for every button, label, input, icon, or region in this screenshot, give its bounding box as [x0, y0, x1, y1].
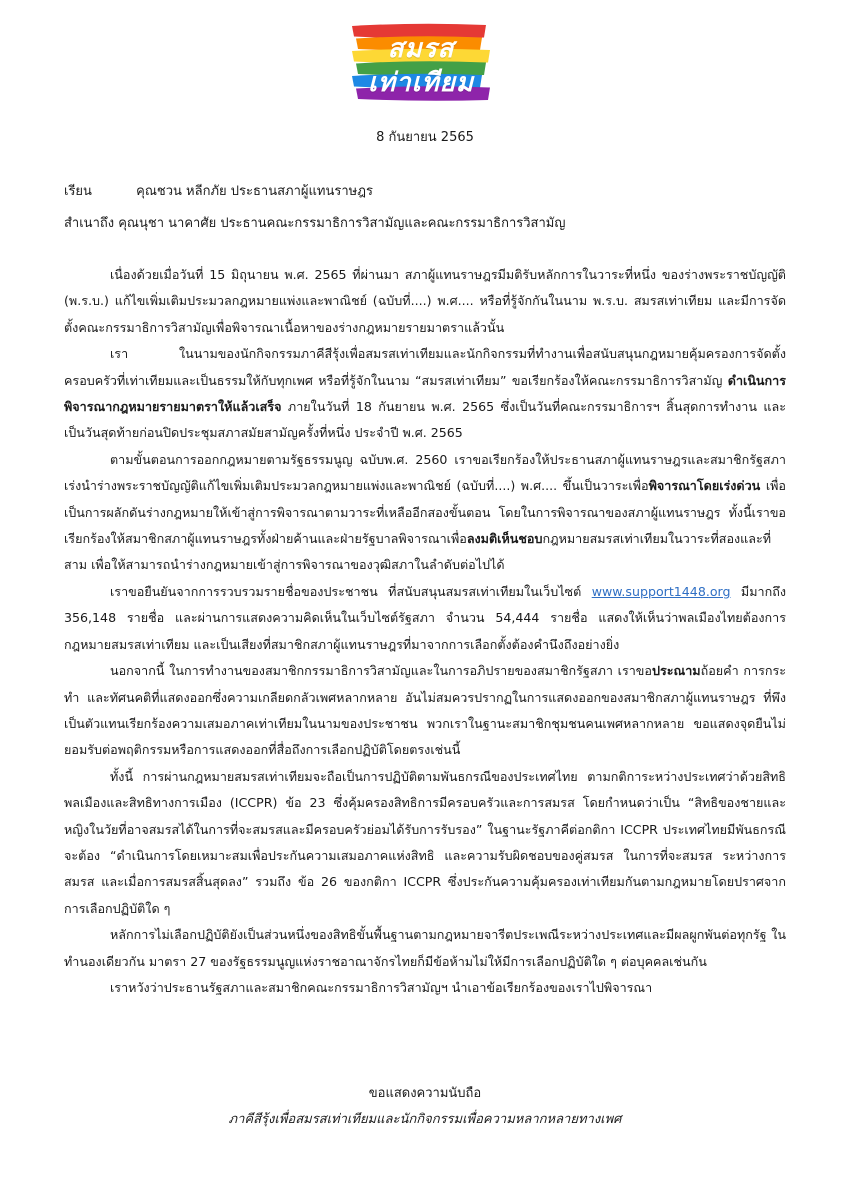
paragraph-4-text-a: เราขอยืนยันจากการรวบรวมรายชื่อของประชาชน ที่สนับสนุนสมรสเท่าเทียมในเว็บไซต์: [110, 583, 592, 599]
paragraph-3-text-e: กฎหมายสมรสเท่าเทียมในวาระที่สองและที่สาม เพื่อให้สามารถนำร่างกฎหมายเข้าสู่การพิจารณาของวุฒิสภาในลำดับต่อไปได้: [64, 531, 772, 573]
cc-line: [64, 212, 565, 233]
paragraph-5-bold: ประณาม: [651, 663, 701, 679]
paragraph-3-text-a: ตามขั้นตอนการออกกฎหมายตามรัฐธรรมนูญ ฉบับพ.ศ. 2560 เราขอเรียกร้องให้ประธานสภาผู้แทนราษฎรและสมาชิกรัฐสภา เร่งนำร่างพระราชบัญญัติแก้ไขเพิ่มเติมประมวลกฎหมายแพ่งและพาณิชย์ (ฉบับที่....) พ.ศ.... ขึ้นเป็นวาระเพื่อ: [64, 451, 786, 494]
paragraph-8-text: เราหวังว่าประธานรัฐสภาและสมาชิกคณะกรรมาธิการวิสามัญฯ นำเอาข้อเรียกร้องของเราไปพิจารณา: [110, 979, 653, 995]
paragraph-1-text: เนื่องด้วยเมื่อวันที่ 15 มิถุนายน พ.ศ. 2565 ที่ผ่านมา สภาผู้แทนราษฎรมีมติรับหลักการในวาระที่หนึ่ง ของร่างพระราชบัญญัติ (พ.ร.บ.) แก้ไขเพิ่มเติมประมวลกฎหมายแพ่งและพาณิชย์ (ฉบับที่....) พ.ศ.... หรือที่รู้จักกันในนาม พ.ร.บ. สมรสเท่าเทียม และมีการจัดตั้งคณะกรรมาธิการวิสามัญเพื่อพิจารณาเนื้อหาของร่างกฎหมายรายมาตราแล้วนั้น: [64, 267, 786, 335]
logo-text-line1: สมรส: [387, 34, 455, 64]
logo-text-line2: เท่าเทียม: [367, 68, 475, 98]
paragraph-2-bold: ดำเนินการพิจารณากฎหมายรายมาตราให้แล้วเสร็จ: [64, 372, 786, 415]
paragraph-4: [64, 579, 786, 658]
paragraph-6-text: ทั้งนี้ การผ่านกฎหมายสมรสเท่าเทียมจะถือเป็นการปฏิบัติตามพันธกรณีของประเทศไทย ตามกติการะหว่างประเทศว่าด้วยสิทธิพลเมืองและสิทธิทางการเมือง (ICCPR) ข้อ 23 ซึ่งคุ้มครองสิทธิการมีครอบครัวและการสมรส โดยกำหนดว่าเป็น “สิทธิของชายและหญิงในวัยที่อาจสมรสได้ในการที่จะสมรสและมีครอบครัวย่อมได้รับการรับรอง” ในฐานะรัฐภาคีต่อกติกา ICCPR ประเทศไทยมีพันธกรณีจะต้อง “ดำเนินการโดยเหมาะสมเพื่อประกันความเสมอภาคแห่งสิทธิ และความรับผิดชอบของคู่สมรส ในการที่จะสมรส ระหว่างการสมรส และเมื่อการสมรสสิ้นสุดลง” รวมถึง ข้อ 26 ของกติกา ICCPR ซึ่งประกันความคุ้มครองเท่าเทียมกันตามกฎหมายโดยปราศจากการเลือกปฏิบัติใด ๆ: [64, 768, 786, 916]
paragraph-3-bold-urgent: พิจารณาโดยเร่งด่วน: [648, 478, 761, 494]
letter-date: 8 กันยายน 2565: [376, 130, 474, 145]
cc-label: สำเนาถึง: [64, 216, 115, 231]
paragraph-2-text-c: ภายในวันที่ 18 กันยายน พ.ศ. 2565 ซึ่งเป็นวันที่คณะกรรมาธิการฯ สิ้นสุดการทำงาน และเป็นวันสุดท้ายก่อนปิดประชุมสภาสมัยสามัญครั้งที่หนึ่ง ประจำปี พ.ศ. 2565: [64, 399, 786, 441]
recipient-value: คุณชวน หลีกภัย ประธานสภาผู้แทนราษฎร: [136, 184, 373, 199]
paragraph-7-text: หลักการไม่เลือกปฏิบัติยังเป็นส่วนหนึ่งของสิทธิขั้นพื้นฐานตามกฎหมายจารีตประเพณีระหว่างประเทศและมีผลผูกพันต่อทุกรัฐ ในทำนองเดียวกัน มาตรา 27 ของรัฐธรรมนูญแห่งราชอาณาจักรไทยก็มีข้อห้ามไม่ให้มีการเลือกปฏิบัติใด ๆ ต่อบุคคลเช่นกัน: [64, 927, 786, 969]
paragraph-5-text-c: ถ้อยคำ การกระทำ และทัศนคติที่แสดงออกซึ่งความเกลียดกลัวเพศหลากหลาย อันไม่สมควรปรากฏในการแสดงออกของสมาชิกสภาผู้แทนราษฎร ที่พึงเป็นตัวแทนเรียกร้องความเสมอภาคเท่าเทียมในนามของประชาชน พวกเราในฐานะสมาชิกชุมชนคนเพศหลากหลาย ขอแสดงจุดยืนไม่ยอมรับต่อพฤติกรรมหรือการแสดงออกที่สื่อถึงการเลือกปฏิบัติโดยตรงเช่นนี้: [64, 663, 786, 758]
paragraph-3-text-c: เพื่อเป็นการผลักดันร่างกฎหมายให้เข้าสู่การพิจารณาตามวาระที่เหลืออีกสองขั้นตอน โดยในการพิจารณาของสภาผู้แทนราษฎร ทั้งนี้เราขอเรียกร้องให้สมาชิกสภาผู้แทนราษฎรทั้งฝ่ายค้านและฝ่ายรัฐบาลพิจารณาเพื่อ: [64, 478, 786, 547]
paragraph-4-text-b: มีมากถึง 356,148 รายชื่อ และผ่านการแสดงความคิดเห็นในเว็บไซต์รัฐสภา จำนวน 54,444 รายชื่อ แสดงให้เห็นว่าพลเมืองไทยต้องการกฎหมายสมรสเท่าเทียม และเป็นเสียงที่สมาชิกสภาผู้แทนราษฎรที่มาจากการเลือกตั้งต้องคำนึงถึงอย่างยิ่ง: [64, 583, 786, 652]
paragraph-5-text-a: นอกจากนี้ ในการทำงานของสมาชิกกรรมาธิการวิสามัญและในการอภิปรายของสมาชิกรัฐสภา เราขอ: [110, 663, 652, 679]
paragraph-5: [64, 658, 786, 764]
paragraph-3: [64, 447, 786, 579]
paragraph-3-bold-approve: ลงมติเห็นชอบ: [466, 531, 543, 547]
closing-regards: ขอแสดงความนับถือ: [368, 1086, 482, 1101]
support-website-link[interactable]: www.support1448.org: [591, 583, 731, 599]
paragraph-8: [64, 975, 786, 1001]
cc-value: คุณนุชา นาคาศัย ประธานคณะกรรมาธิการวิสามัญและคณะกรรมาธิการวิสามัญ: [118, 216, 566, 231]
letter-body: [64, 262, 786, 1001]
paragraph-2: [64, 341, 786, 447]
paragraph-1: [64, 262, 786, 341]
recipient-label: เรียน: [64, 184, 92, 199]
paragraph-7: [64, 922, 786, 975]
paragraph-2-text-a: เรา ในนามของนักกิจกรรมภาคีสีรุ้งเพื่อสมรสเท่าเทียมและนักกิจกรรมที่ทำงานเพื่อสนับสนุนกฎหมายคุ้มครองการจัดตั้งครอบครัวที่เท่าเทียมและเป็นธรรมให้กับทุกเพศ หรือที่รู้จักในนาม “สมรสเท่าเทียม” ขอเรียกร้องให้คณะกรรมาธิการวิสามัญ: [64, 346, 786, 388]
marriage-equality-logo: [346, 20, 496, 104]
signature: ภาคีสีรุ้งเพื่อสมรสเท่าเทียมและนักกิจกรรมเพื่อความหลากหลายทางเพศ: [228, 1112, 622, 1127]
recipient-line: [64, 180, 373, 201]
paragraph-6: [64, 764, 786, 922]
